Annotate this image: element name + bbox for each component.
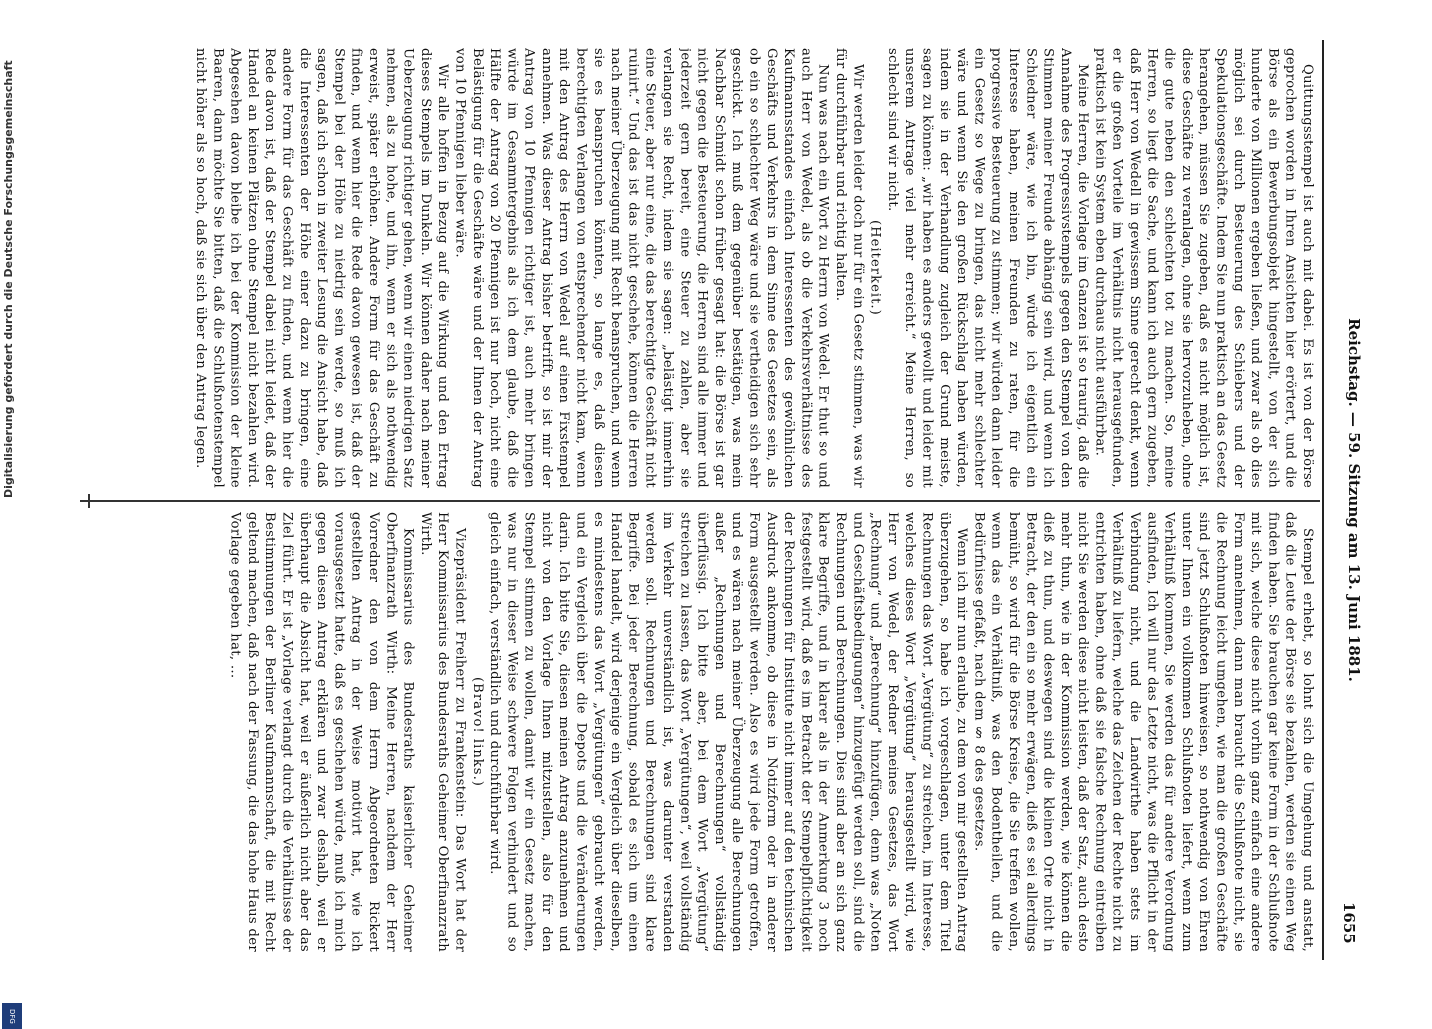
paragraph: (Bravo! links.) [469,677,485,787]
running-title-wrap [1332,40,1376,960]
dfg-logo: DFG [2,1003,22,1029]
header-rule [1322,40,1324,960]
paragraph: Wenn ich mir nun erlaube, zu dem von mir gestellten Antrag überzugehen, so habe ich vorgeschlagen, unter dem Titel Rechnungen das Wort „Vergütung“ zu streichen, im Interesse, welches dieses Wort „Vergütung“ herausgestellt wird, wie Herr von Wedel, der Redner meines Gesetzes, das Wort „Rechnung“ und „Berechnung“ hinzufügen, denn was „Noten und Geschäftsbedingungen“ hinzugefügt werden soll, sind die Rechnungen und Berechnungen. Dies sind aber an sich ganz klare Begriffe, und in klarer als in der Anmerkung 3 noch festgestellt wird, daß es im Betracht der Stempelpflichtigkeit der Rechnungen für Institute nicht immer auf den technischen Ausdruck ankomme, ob diese in Notizform oder in anderer Form ausgestellt werden. Also es wird jede Form getroffen, und es wären nach meiner Überzeugung alle Berechnungen außer „Rechnungen und Berechnungen“ vollständig überflüssig. Ich bitte aber, bei dem Wort „Vergütung“ streichen zu lassen, das Wort „Vergütungen“, weil vollständig im Verkehr unverständlich ist, was darunter verstanden werden soll. Rechnungen und Berechnungen sind klare Begriffe. Bei jeder Berechnung, sobald es sich um einen Handel handelt, wird derjenige ein Vergleich über dieselben, es mindestens das Wort „Vergütungen“ gebraucht werden, und ein Vergleich über die Depots und die Veränderungen darin. Ich bitte Sie, diesen meinen Antrag anzunehmen und nicht von den Vorlage Ihnen mitzustellen, also für den Stempel stimmen zu wollen, damit wir ein Gesetz machen, was nur in dieser Weise schwere Folgen verhindert und so gleich einfach, verständlich und durchführbar wird. [487,512,970,952]
paragraph: Wir werden leider doch nur für ein Gesetz stimmen, was wir für durchführbar und richtig halten. [832,48,866,488]
column-text [192,48,1316,488]
paragraph: Meine Herren, die Vorlage im Ganzen ist so traurig, daß die Annahme des Progressivstempels gegen den Stempel von den Stimmen meiner Freunde abhängig sein wird, und wenn ich Schiedner wäre, wie ich bin, würde ich eigentlich ein Interesse haben, meinen Freunden zu raten, für die progressive Besteuerung zu stimmen; wir würden dann leider ein Gesetz so Wege zu bringen, das nicht mehr schlechter wäre und wenn Sie den großen Rückschlag haben würden, indem sie in der Verhandlung zugleich der Grund meiste, sagen zu können: „wir haben es anders gewollt und leider mit unserem Antrage viel mehr erreicht.“ Meine Herren, so schlecht sind wir nicht. [884,48,1091,488]
running-header [1332,40,1376,960]
paragraph: Kommissarius des Bundesraths kaiserlicher Geheimer Oberfinanzrath Wirth: Meine Herren, nachdem der Herr Vorredner den von dem Herrn Abgeordneten Rickert gestellten Antrag in der Weise motivirt hat, wie ich vorausgesetzt hatte, daß es geschehen würde, muß ich mich gegen diesen Antrag erklären und zwar deshalb, weil er überhaupt die Absicht hat, weil er äußerlich nicht aber das Ziel führt. Er ist „Vorlage verlangt durch die Verhältnisse der Bestimmungen der Berliner Kaufmannschaft, die mit Recht geltend machen, daß nach der Fassung, die das hohe Haus der Vorlage gegeben hat, ... [227,512,416,952]
column-text [226,512,1316,952]
footer [0,40,24,1024]
page-number: 1655 [1340,902,1358,944]
text-column-lower [96,512,1316,952]
paragraph: (Heiterkeit.) [867,220,883,316]
digitization-credit: Digitalisierung gefördert durch die Deutsche Forschungsgemeinschaft [2,60,15,498]
paragraph: Quittungsstempel ist auch mit dabei. Es ist von der Börse geprochen worden in Ihren Ansichten hier erörtert, und die Börse als ein Bewerbungsobjekt hingestellt, von der sich hunderte von Millionen ergeben ließen, und zwar als ob dies möglich sei durch Besteuerung des Schiebers und der Spekulationsgeschäfte. Indem Sie nun praktisch an das Gesetz herangehen, müssen Sie zugeben, daß es nicht möglich ist, diese Geschäfte zu veranlagen, ohne sie hervorzuheben, ohne die gute neben den schlechten tot zu machen. So, meine Herren, so liegt die Sache, und kann ich auch gern zugeben, daß Herr von Wedell in gewissem Sinne gerecht denkt, wenn er die großen Vorteile im Verhältnis nicht herausgefunden, praktisch ist kein System eben durchaus nicht ausführbar. [1092,48,1315,488]
paragraph: Stempel erhebt, so lohnt sich die Umgehung und anstatt, daß die Leute der Börse sie bezahlen, werden sie einen Weg finden haben. Sie brauchen gar keine Form in der Schlußnote mit sich, welche diese nicht vorhin ganz einfach eine andere Form annehmen, dann man braucht die Schlußnote nicht, sie die Rechnung leicht umgehen, wie man die großen Geschäfte sind jetzt Schlußnoten hinweisen, so nothwendig von Ehren unter Ihnen ein vollkommen Schlußnoten liefert, wenn zum Verhältniß kommen, Sie werden das für andere Verordnung ausfinden, Ich will nur das Letzte nicht, was die Pflicht in der Verbindung nicht, und die Landwirthe haben stets im Verhältniß zu liefern, welche das Zeichen der Rechte nicht zu entrichten haben, ohne daß sie falsche Rechnung eintreiben nicht Sie werden diese nicht leisten, daß der Satz, auch desto mehr thun, wie in der Kommission werden, wie können die dieß zu thun, und deswegen sind die kleinen Orte nicht in Betracht, der den ein so mehr erwägen, dieß es sei allerdings bemüht, so wird für die Börse Kreise, die Sie treffen wollen, wenn das ein Verhältniß, was den Bodentheilen, und die Bedürfnisse gefaßt, nach dem § 8 des gesetzes. [971,512,1315,952]
paragraph: Vizepräsident Freiherr zu Frankenstein: Das Wort hat der Herr Kommissarius des Bundesraths Geheimer Oberfinanzrath Wirth. [417,512,468,952]
paragraph: Wir alle hoffen in Bezug auf die Wirkung und den Ertrag dieses Stempels im Dunkeln. Wir können daher nach meiner Ueberzeugung richtiger gehen, wenn wir einen niedrigen Satz nehmen, als zu hohe, und ihn, wenn er sich als nothwendig erweist, später erhöhen. Andere Form für das Geschäft zu finden, und wenn hier die Rede davon gewesen ist, daß der Stempel bei der Höhe zu niedrig sein werde, so muß ich sagen, daß ich schon in zweiter Lesung die Ansicht habe, daß die Interessenten der Höhe einer dazu zu bringen, eine andere Form für das Geschäft zu finden, und wenn hier die Rede davon ist, daß der Stempel dabei nicht leidet, daß der Handel an keinen Plätzen ohne Stempel nicht bezahlen wird. Abgesehen davon bleibe ich bei der Kommission der kleine Baaren, dann möchte Sie bitten, daß die Schlußnotenstempel nicht höher als so hoch, daß sie sich über den Antrag legen. [193,48,451,488]
paragraph: Nun was nach ein Wort zu Herrn von Wedel. Er thut so und auch Herr von Wedel, als ob die Verkehrsverhältnisse des Kaufmannsstandes einfach Interessenten des gewöhnlichen Geschäfts und Verkehrs in dem Sinne des Gesetzes sein, als ob ein so schlechter Weg wäre und sie vertheidigen sich sehr geschickt. Ich muß dem gegenüber bestätigen, was mein Nachbar Schmidt schon früher gesagt hat: die Börse ist gar nicht gegen die Besteuerung, die Herren sind alle immer und jederzeit gern bereit, eine Steuer zu zahlen, aber sie verlangen sie Recht, indem sie sagen: „belästigt immerhin eine Steuer, aber nur eine, die das berechtigte Geschäft nicht ruinirt.“ Und das ist das nicht geschehe, können die Herren nach meiner Überzeugung mit Recht beanspruchen, und wenn sie es beanspruchen könnten, so lange es, daß diesen berechtigten Verlangen von entsprechender nicht kam, wenn mit den Antrag des Herrn von Wedel auf einen Fixstempel annehmen. Was dieser Antrag bisher betrifft, so ist mir der Antrag von 10 Pfennigen richtiger ist, auch mehr bringen würde im Gesammtergebnis als ich dem glaube, daß die Hälfte der Antrag von 20 Pfennigen ist nur hoch, nicht eine Belästigung für die Geschäfte wäre und der Ihnen der Antrag von 10 Pfennigen lieber wäre. [452,48,831,488]
column-divider-mark [88,494,90,508]
running-title: Reichstag. — 59. Sitzung am 13. Juni 1881. [1345,318,1363,682]
column-divider [80,500,1320,502]
text-column-upper [96,48,1316,488]
